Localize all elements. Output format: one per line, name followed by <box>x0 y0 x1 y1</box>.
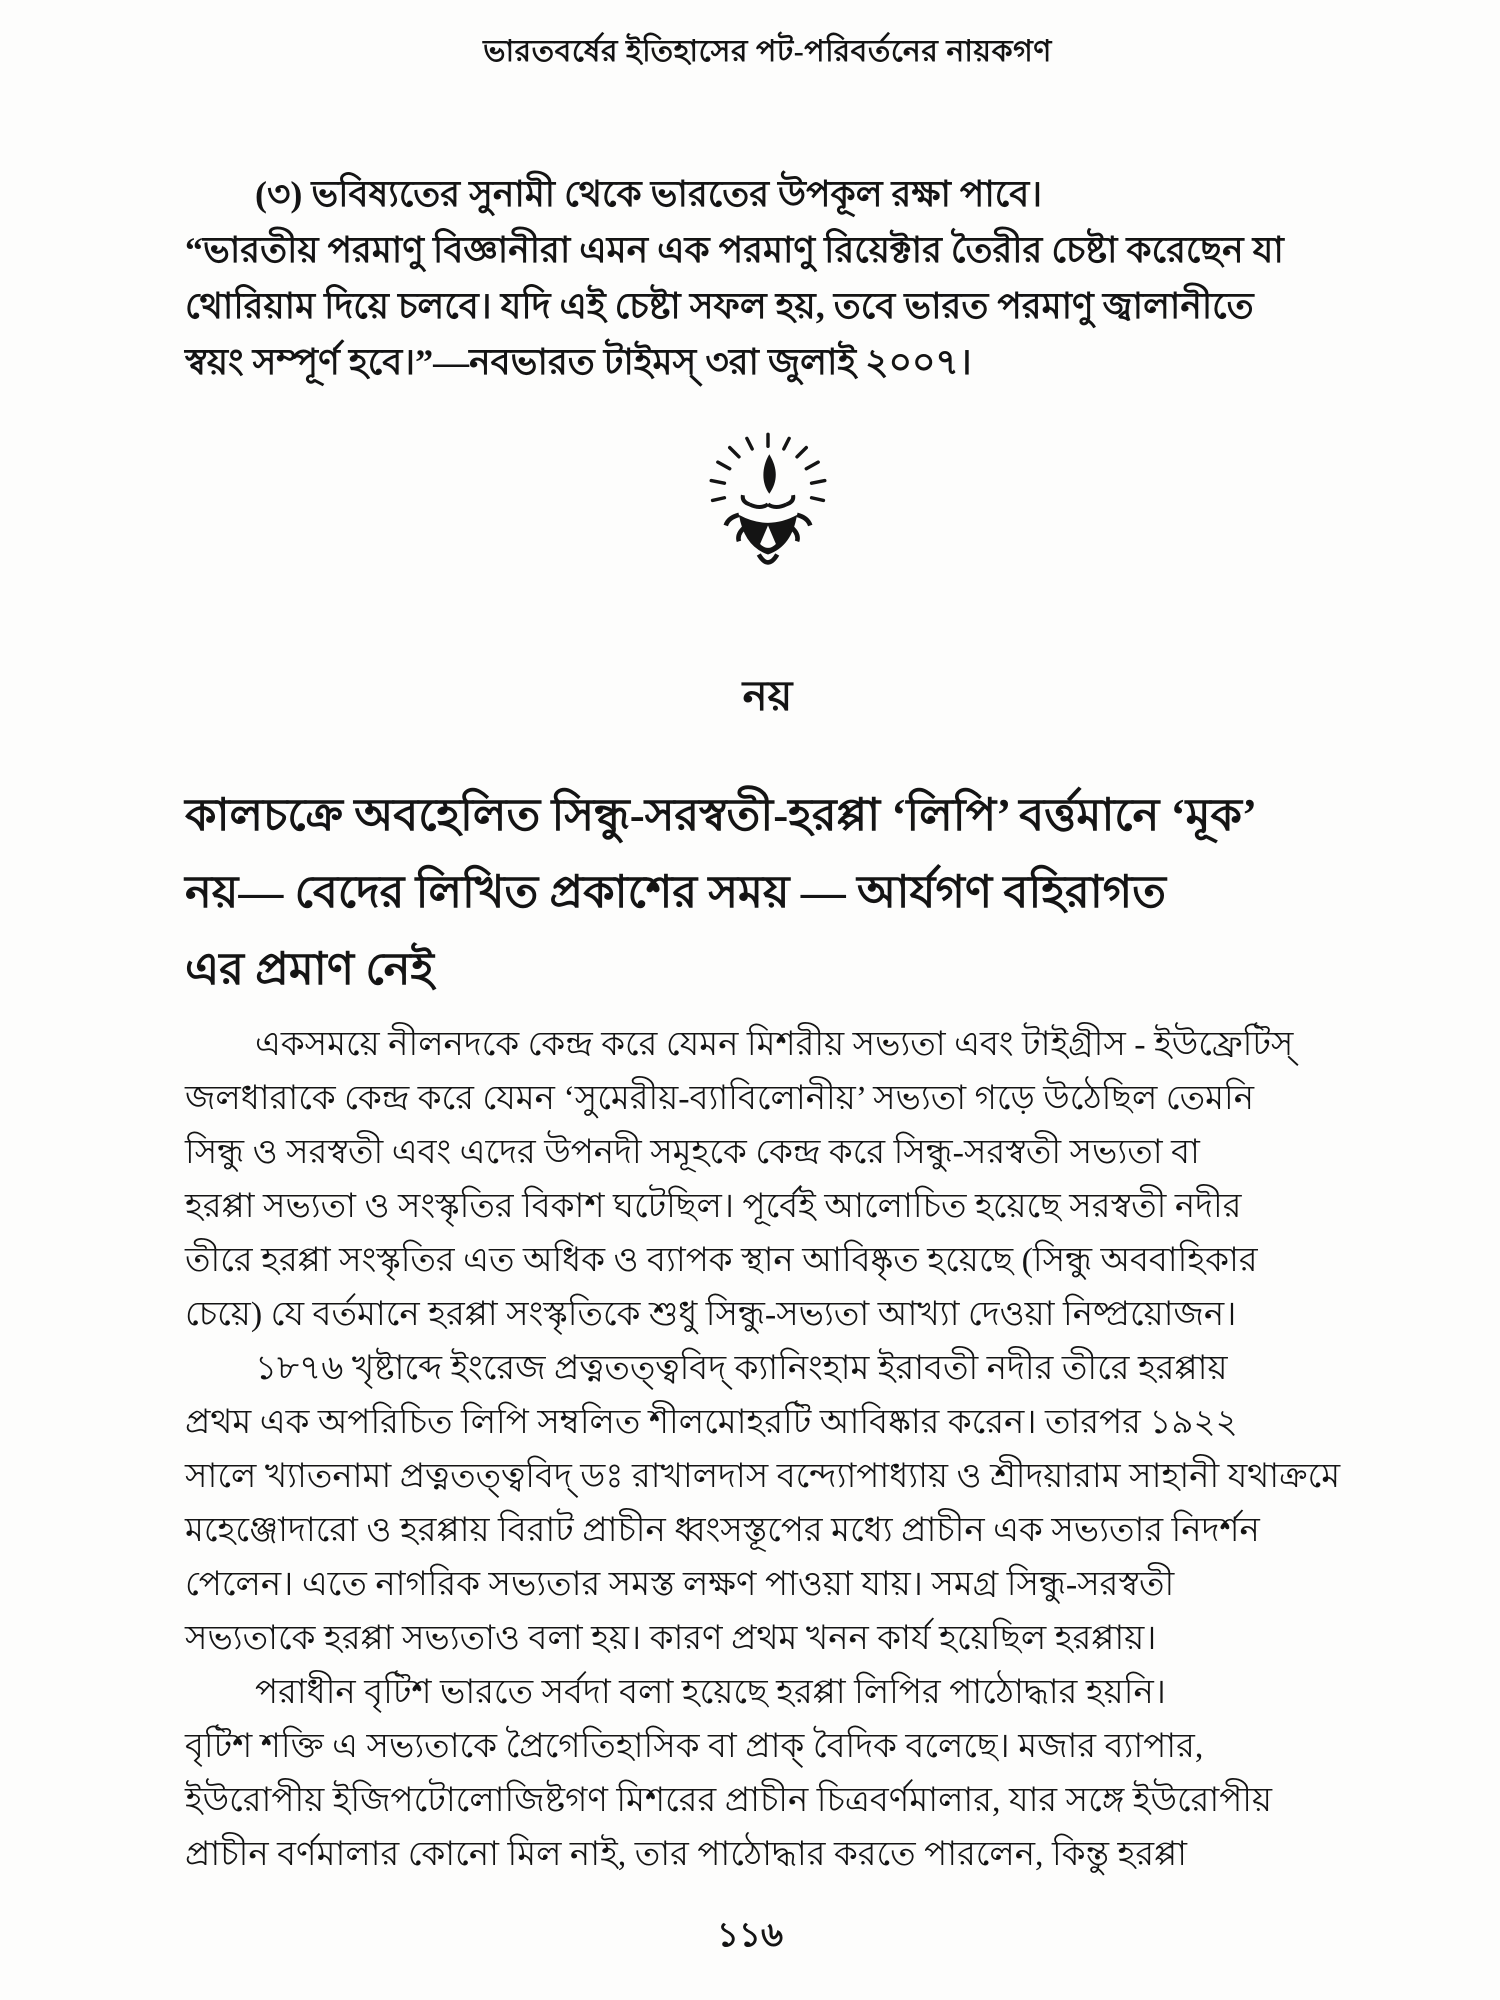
body-line: ১৮৭৬ খৃষ্টাব্দে ইংরেজ প্রত্নতত্ত্ববিদ্ ক্যানিংহাম ইরাবতী নদীর তীরে হরপ্পায় <box>255 1350 1228 1387</box>
body-line: সভ্যতাকে হরপ্পা সভ্যতাও বলা হয়। কারণ প্রথম খনন কার্য হয়েছিল হরপ্পায়। <box>185 1620 1157 1657</box>
body-line: পরাধীন বৃটিশ ভারতে সর্বদা বলা হয়েছে হরপ্পা লিপির পাঠোদ্ধার হয়নি। <box>255 1674 1166 1711</box>
body-line: মহেঞ্জোদারো ও হরপ্পায় বিরাট প্রাচীন ধ্বংসস্তূপের মধ্যে প্রাচীন এক সভ্যতার নিদর্শন <box>185 1512 1260 1549</box>
diya-lamp-rays-icon <box>702 569 834 586</box>
section-title <box>185 777 1350 1008</box>
body-line: সালে খ্যাতনামা প্রত্নতত্ত্ববিদ্ ডঃ রাখালদাস বন্দ্যোপাধ্যায় ও শ্রীদয়ারাম সাহানী যথাক্রমে <box>185 1458 1341 1495</box>
paragraph <box>185 1666 1350 1882</box>
body-line: একসময়ে নীলনদকে কেন্দ্র করে যেমন মিশরীয় সভ্যতা এবং টাইগ্রীস - ইউফ্রেটিস্ <box>255 1026 1294 1063</box>
body-line: পেলেন। এতে নাগরিক সভ্যতার সমস্ত লক্ষণ পাওয়া যায়। সমগ্র সিন্ধু-সরস্বতী <box>185 1566 1175 1603</box>
section-title-line: কালচক্রে অবহেলিত সিন্ধু-সরস্বতী-হরপ্পা ‘লিপি’ বর্ত্তমানে ‘মূক’ <box>185 790 1258 840</box>
body-line: প্রাচীন বর্ণমালার কোনো মিল নাই, তার পাঠোদ্ধার করতে পারলেন, কিন্তু হরপ্পা <box>185 1836 1188 1873</box>
body-line: তীরে হরপ্পা সংস্কৃতির এত অধিক ও ব্যাপক স্থান আবিষ্কৃত হয়েছে (সিন্ধু অববাহিকার <box>185 1242 1258 1279</box>
body-line: সিন্ধু ও সরস্বতী এবং এদের উপনদী সমূহকে কেন্দ্র করে সিন্ধু-সরস্বতী সভ্যতা বা <box>185 1134 1200 1171</box>
section-title-line: এর প্রমাণ নেই <box>185 944 434 994</box>
intro-block <box>185 166 1350 390</box>
body-text <box>185 1018 1350 1882</box>
intro-point-line: (৩) ভবিষ্যতের সুনামী থেকে ভারতের উপকূল রক্ষা পাবে। <box>255 174 1043 214</box>
section-divider <box>185 432 1350 587</box>
chapter-number: নয় <box>742 674 793 720</box>
body-line: জলধারাকে কেন্দ্র করে যেমন ‘সুমেরীয়-ব্যাবিলোনীয়’ সভ্যতা গড়ে উঠেছিল তেমনি <box>185 1080 1254 1117</box>
paragraph <box>185 1342 1350 1666</box>
section-title-line: নয়— বেদের লিখিত প্রকাশের সময় — আর্যগণ বহিরাগত <box>185 867 1167 917</box>
body-line: ইউরোপীয় ইজিপটোলোজিষ্টগণ মিশরের প্রাচীন চিত্রবর্ণমালার, যার সঙ্গে ইউরোপীয় <box>185 1782 1273 1819</box>
body-line: চেয়ে) যে বর্তমানে হরপ্পা সংস্কৃতিকে শুধু সিন্ধু-সভ্যতা আখ্যা দেওয়া নিষ্প্রয়োজন। <box>185 1296 1237 1333</box>
body-line: প্রথম এক অপরিচিত লিপি সম্বলিত শীলমোহরটি আবিষ্কার করেন। তারপর ১৯২২ <box>185 1404 1238 1441</box>
page-number: ১১৬ <box>716 1917 784 1954</box>
paragraph <box>185 1018 1350 1342</box>
body-line: বৃটিশ শক্তি এ সভ্যতাকে প্রৈগেতিহাসিক বা প্রাক্ বৈদিক বলেছে। মজার ব্যাপার, <box>185 1728 1204 1765</box>
running-header: ভারতবর্ষের ইতিহাসের পট-পরিবর্তনের নায়কগণ <box>483 35 1052 68</box>
body-line: হরপ্পা সভ্যতা ও সংস্কৃতির বিকাশ ঘটেছিল। পূর্বেই আলোচিত হয়েছে সরস্বতী নদীর <box>185 1188 1242 1225</box>
quote-line: “ভারতীয় পরমাণু বিজ্ঞানীরা এমন এক পরমাণু রিয়েক্টার তৈরীর চেষ্টা করেছেন যা <box>185 230 1284 270</box>
quote-line: থোরিয়াম দিয়ে চলবে। যদি এই চেষ্টা সফল হয়, তবে ভারত পরমাণু জ্বালানীতে <box>185 286 1254 326</box>
quote-line: স্বয়ং সম্পূর্ণ হবে।”—নবভারত টাইমস্ ৩রা জুলাই ২০০৭। <box>185 342 972 382</box>
